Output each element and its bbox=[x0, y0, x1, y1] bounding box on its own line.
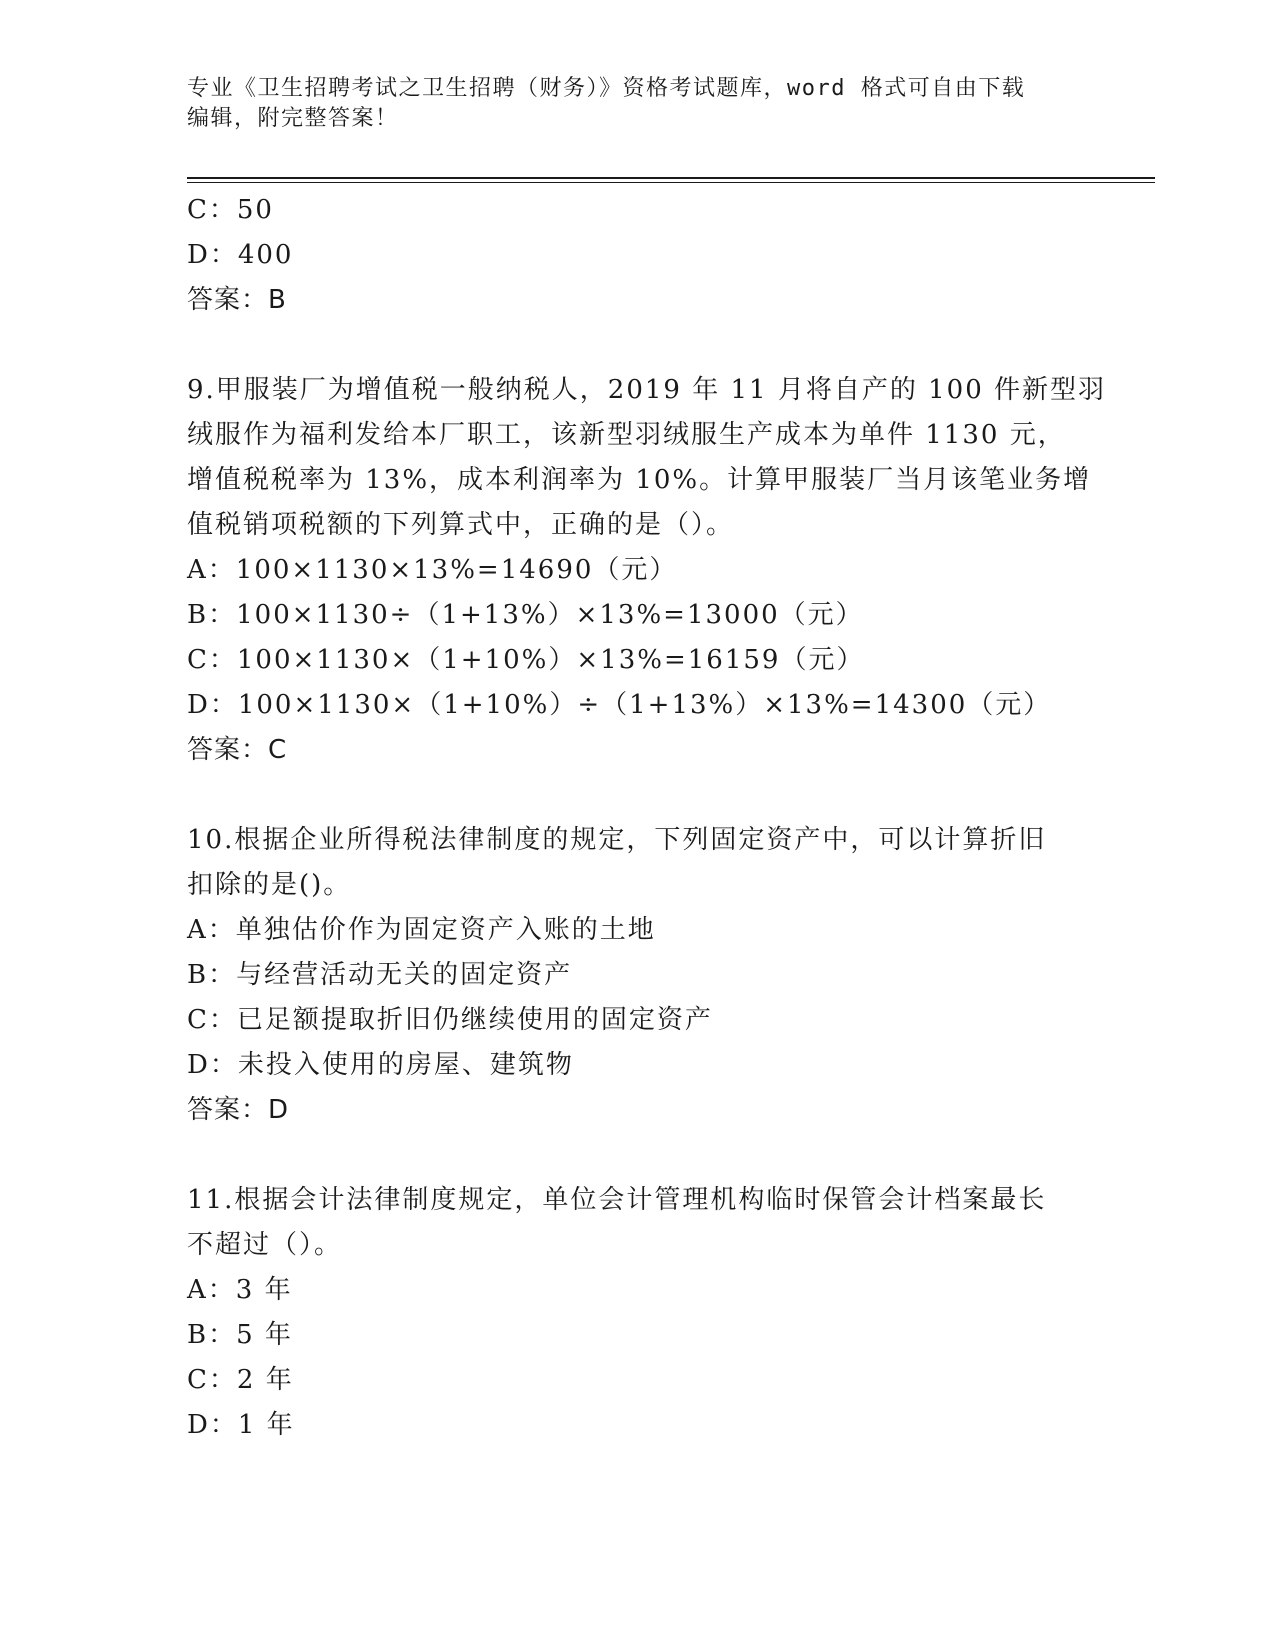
spacer bbox=[187, 773, 1087, 818]
spacer bbox=[187, 323, 1087, 368]
q11-option-c: C：2 年 bbox=[187, 1365, 294, 1395]
q9-stem-line-3: 增值税税率为 13%，成本利润率为 10%。计算甲服装厂当月该笔业务增 bbox=[187, 465, 1092, 495]
q10-stem-line-2: 扣除的是()。 bbox=[187, 870, 352, 900]
q11-option-d: D：1 年 bbox=[187, 1410, 295, 1440]
q9-option-a: A：100×1130×13%=14690（元） bbox=[187, 555, 678, 585]
q9-stem-line-4: 值税销项税额的下列算式中，正确的是（）。 bbox=[187, 510, 735, 540]
question-8-tail bbox=[187, 188, 1087, 323]
q10-stem-line-1: 10.根据企业所得税法律制度的规定，下列固定资产中，可以计算折旧 bbox=[187, 825, 1047, 855]
q11-stem-line-2: 不超过（）。 bbox=[187, 1230, 343, 1260]
q10-option-a: A：单独估价作为固定资产入账的土地 bbox=[187, 915, 656, 945]
question-11 bbox=[187, 1178, 1087, 1448]
q11-option-b: B：5 年 bbox=[187, 1320, 293, 1350]
document-header bbox=[187, 74, 1067, 134]
q10-option-b: B：与经营活动无关的固定资产 bbox=[187, 960, 573, 990]
q8-option-d: D：400 bbox=[187, 240, 294, 270]
header-line-2: 编辑，附完整答案！ bbox=[187, 106, 399, 131]
q9-answer: 答案：C bbox=[187, 735, 288, 765]
q8-answer: 答案：B bbox=[187, 285, 287, 315]
q9-option-b: B：100×1130÷（1+13%）×13%=13000（元） bbox=[187, 600, 864, 630]
header-divider-thick bbox=[187, 177, 1155, 179]
q8-option-c: C：50 bbox=[187, 195, 274, 225]
q10-option-c: C：已足额提取折旧仍继续使用的固定资产 bbox=[187, 1005, 713, 1035]
header-line-1: 专业《卫生招聘考试之卫生招聘（财务）》资格考试题库，word 格式可自由下载 bbox=[187, 76, 1026, 101]
q9-stem-line-1: 9.甲服装厂为增值税一般纳税人，2019 年 11 月将自产的 100 件新型羽 bbox=[187, 375, 1107, 405]
q11-option-a: A：3 年 bbox=[187, 1275, 293, 1305]
document-body bbox=[187, 188, 1107, 1448]
question-10 bbox=[187, 818, 1087, 1133]
spacer bbox=[187, 1133, 1087, 1178]
header-divider-thin bbox=[187, 182, 1155, 183]
q10-option-d: D：未投入使用的房屋、建筑物 bbox=[187, 1050, 574, 1080]
q9-stem-line-2: 绒服作为福利发给本厂职工，该新型羽绒服生产成本为单件 1130 元， bbox=[187, 420, 1066, 450]
q10-answer: 答案：D bbox=[187, 1095, 290, 1125]
q11-stem-line-1: 11.根据会计法律制度规定，单位会计管理机构临时保管会计档案最长 bbox=[187, 1185, 1047, 1215]
q9-option-c: C：100×1130×（1+10%）×13%=16159（元） bbox=[187, 645, 865, 675]
question-9 bbox=[187, 368, 1107, 773]
q9-option-d: D：100×1130×（1+10%）÷（1+13%）×13%=14300（元） bbox=[187, 690, 1052, 720]
